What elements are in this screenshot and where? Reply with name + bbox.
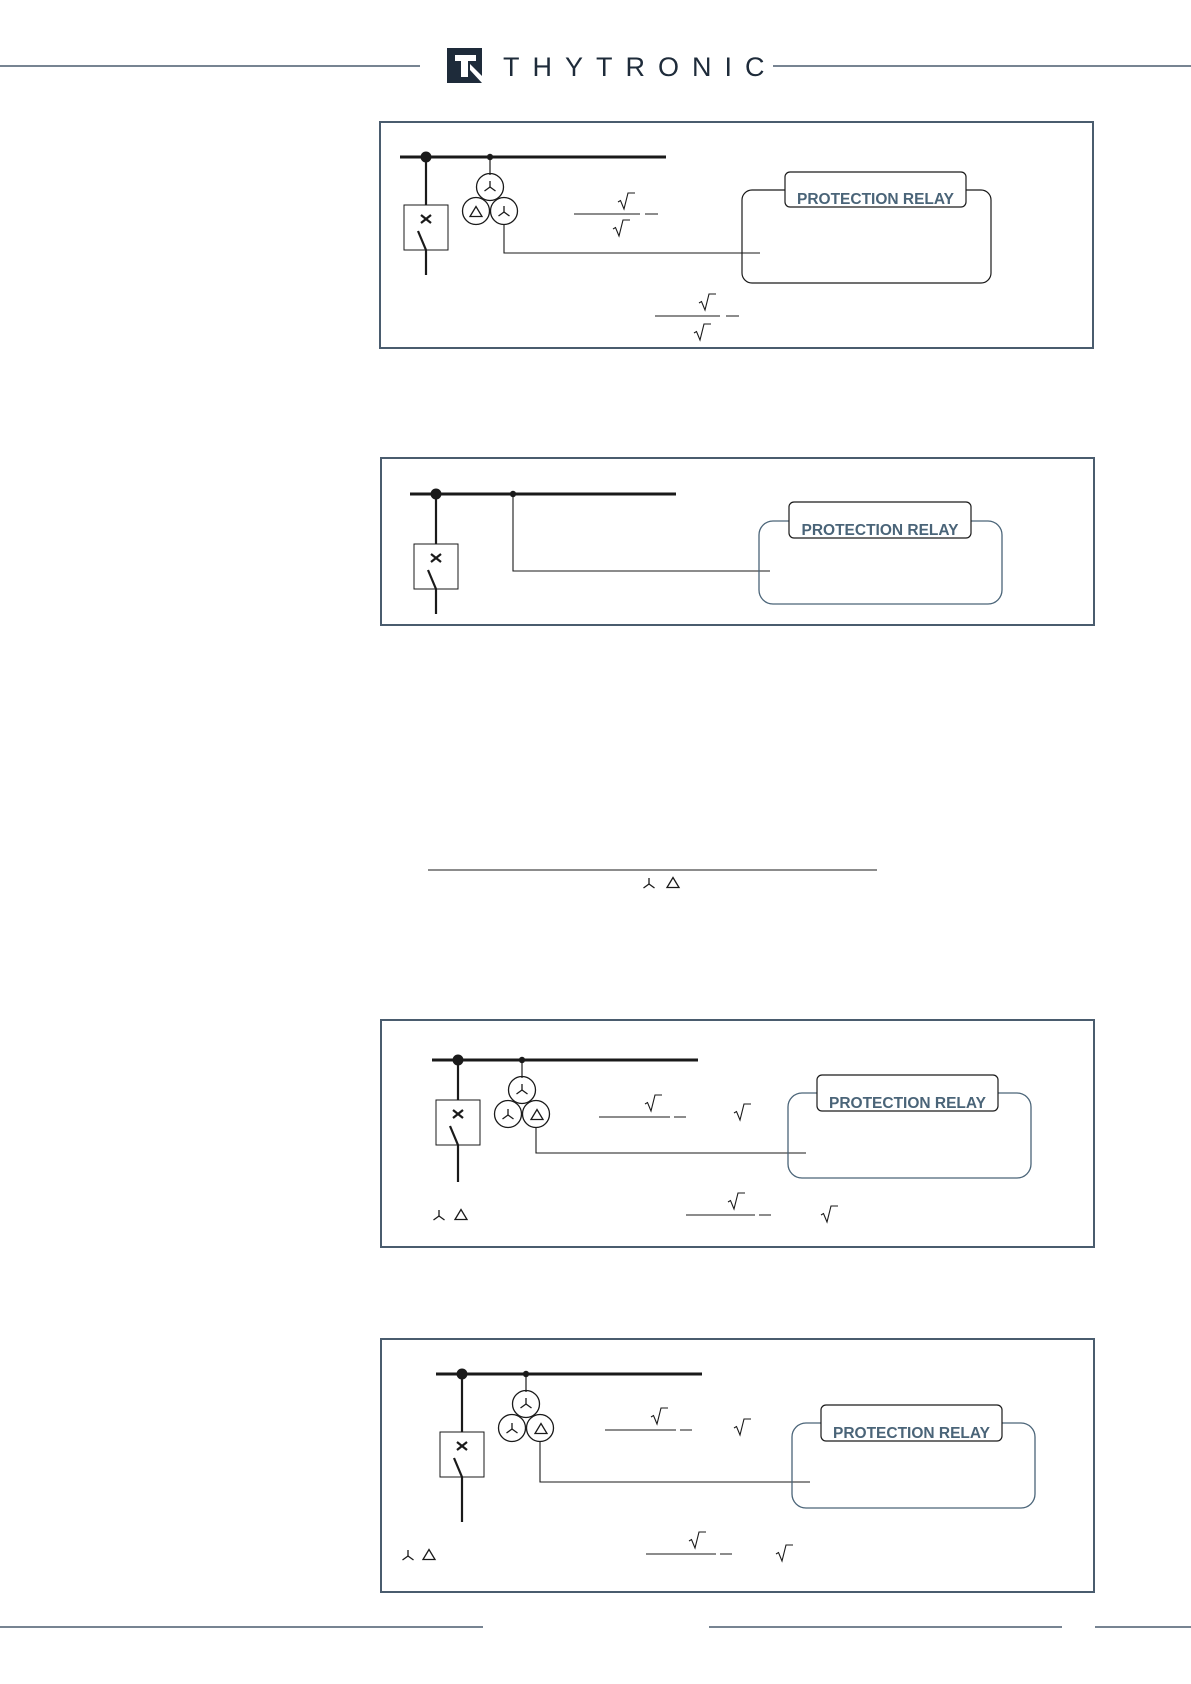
wye-symbol: [403, 1550, 414, 1560]
circuit-breaker-icon: [414, 544, 458, 589]
diagram-2: [381, 458, 1094, 625]
signal-wire: [513, 494, 770, 571]
ratio-fraction: [599, 1095, 686, 1117]
ratio-fraction: [646, 1532, 732, 1554]
thytronic-logo-icon: [447, 48, 482, 83]
circuit-breaker-icon: [436, 1100, 480, 1145]
sqrt-symbol: [734, 1419, 751, 1435]
diagram-4: [381, 1339, 1094, 1592]
sqrt-symbol: [776, 1545, 793, 1561]
circuit-breaker-icon: [404, 205, 448, 250]
vt-secondary-wire: [540, 1441, 810, 1482]
vt-secondary-wire: [536, 1127, 806, 1153]
relay-label: PROTECTION RELAY: [828, 1095, 987, 1112]
diagram-1: [380, 122, 1093, 348]
voltage-transformer-icon: [463, 174, 518, 225]
ratio-fraction: [655, 294, 739, 340]
relay-label: PROTECTION RELAY: [796, 191, 955, 208]
relay-label: PROTECTION RELAY: [801, 522, 959, 539]
diagram-4-frame: [381, 1339, 1094, 1592]
voltage-transformer-icon: [495, 1077, 550, 1128]
formula: [428, 870, 877, 888]
sqrt-symbol: [734, 1104, 751, 1120]
diagram-3-frame: [381, 1020, 1094, 1247]
relay-label: PROTECTION RELAY: [832, 1425, 991, 1442]
brand-name: THYTRONIC: [503, 52, 778, 82]
ratio-fraction: [605, 1408, 692, 1430]
wye-symbol: [434, 1210, 445, 1220]
ratio-fraction: [686, 1193, 771, 1215]
delta-symbol: [667, 878, 679, 888]
diagram-2-frame: [381, 458, 1094, 625]
vt-secondary-wire: [504, 224, 760, 253]
delta-symbol: [455, 1210, 467, 1220]
circuit-breaker-icon: [440, 1432, 484, 1477]
wye-symbol: [644, 878, 655, 888]
delta-symbol: [423, 1550, 435, 1560]
sqrt-symbol: [821, 1206, 838, 1222]
ratio-fraction: [574, 193, 658, 236]
page-header: [0, 48, 1191, 83]
diagram-3: [381, 1020, 1094, 1247]
voltage-transformer-icon: [499, 1391, 554, 1442]
